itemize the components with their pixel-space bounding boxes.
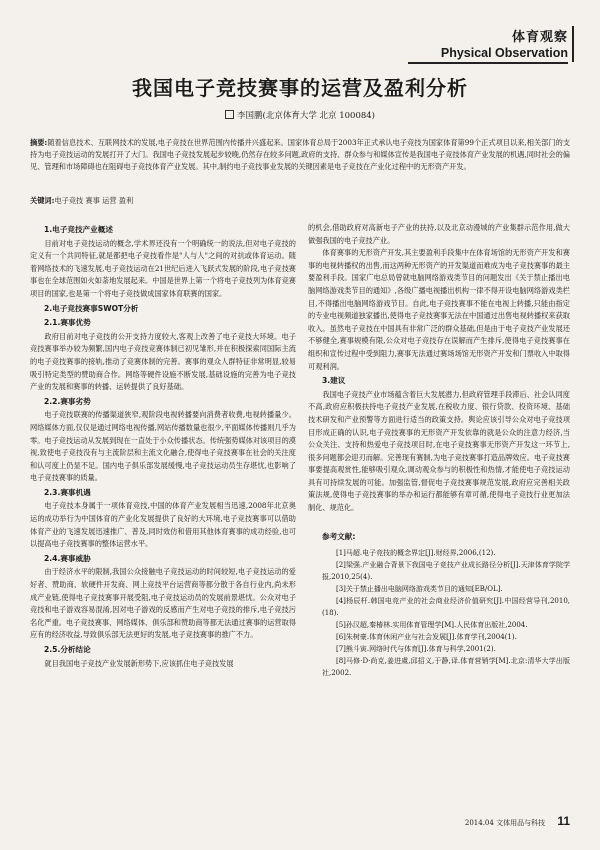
references-title: 参考文献: [322, 531, 356, 541]
body-paragraph: 由于经济水平的限制,我国公众接触电子竞技运动的时间较短,电子竞技运动的爱好者、赞助商、软硬件开发商、网上竞技平台运营商等都分散于各自行业内,尚未形成产业链,使得电子竞技赛事开展受阻,电子竞技运动员的发展前景堪忧。公众对电子竞技和电子游戏容易混淆,因对电子游戏的反感而产生对电子竞技的排斥,电子竞技污名化严重。电子竞技赛事、网络媒体、俱乐部和赞助商等都无法通过赛事的运营取得应有的经济收益,导致俱乐部无法更好的发展,电子竞技赛事的推广不力。 [30, 567, 296, 640]
body-paragraph: 电子竞技联赛的传播渠道狭窄,观阶段电视转播要向消费者收费,电视转播量少。网络媒体方面,仅仅是通过网络电视传播,网站传播数量也很少,平面媒体传播则几乎为零。电子竞技运动从发展到现在一直处于小众传播状态。传统强势媒体对该项目的漠视,致使电子竞技没有与主流阶层和主流文化融合,使得电子竞技赛事在社会的关注度和认可度上仍显不足。国内电子俱乐部发展缓慢,电子竞技运动员生存堪忧,也影响了电子竞技赛事的质量。 [30, 410, 296, 483]
section-title-en: Physical Observation [440, 46, 568, 60]
section-heading: 1.电子竞技产业概述 [44, 225, 113, 234]
keywords [30, 196, 570, 206]
section-heading: 3.建议 [322, 376, 346, 386]
subsection-heading: 2.2.赛事劣势 [44, 396, 91, 406]
header-rule [408, 62, 568, 64]
abstract-label: 摘要: [30, 138, 48, 147]
author-box-icon [225, 110, 234, 119]
body-paragraph: 电子竞技本身属于一项体育竞技,中国的体育产业发展相当迅速,2008年北京奥运的成功举行为中国体育的产业化发展提供了良好的大环境,电子竞技赛事可以借助体育产业的飞速发展迅速推广、普及,同时效仿和借用其他体育赛事的成功经验,也可以提高电子竞技赛事的整体运营水平。 [30, 501, 296, 549]
right-column-body [308, 222, 570, 515]
keywords-label: 关键词: [30, 196, 55, 205]
section-title-cn: 体育观察 [511, 30, 568, 45]
body-paragraph: 政府目前对电子竞技的公开支持力度较大,客观上改善了电子竞技大环境。电子竞技赛事举办较为频繁,国内电子竞技竞赛体制已初见雏形,并在积极探索同国际主流的电子竞技赛事的接轨,推动了竞赛体制的完善。赛事的观众人群特征非常明显,较易吸引特定类型的赞助商合作。网络等硬件设施不断发展,基础设施的完善为电子竞技产业的发展和赛事的转播、运转提供了良好基础。 [30, 331, 296, 392]
keywords-text: 电子竞技 赛事 运营 盈利 [54, 196, 134, 205]
author-text: 李国鹏(北京体育大学 北京 100084) [237, 111, 375, 121]
subsection-heading: 2.4.赛事威胁 [44, 553, 91, 563]
subsection-heading: 2.1.赛事优势 [44, 318, 91, 328]
reference-item: [6]朱树豪.体育休闲产业与社会发展[J].体育学刊,2004(1). [336, 633, 517, 642]
reference-item: [3]关于禁止播出电脑网络游戏类节目的通知[EB/OL]. [336, 585, 503, 594]
reference-item: [8]马修·D·尚克,姜进虞,邱招义,于静,译.体育营销学[M].北京:清华大学出版社,2002. [322, 657, 570, 678]
reference-item: [2]梁强.产业融合背景下我国电子竞技产业成长路径分析[J].天津体育学院学报,2010,25(4). [322, 561, 570, 582]
abstract-text: 随着信息技术、互联网技术的发展,电子竞技在世界范围内传播并兴盛起来。国家体育总局于2003年正式承认电子竞技为国家体育第99个正式项目以来,相关部门的支持为电子竞技运动的发展打开了大门。我国电子竞技发展起步较晚,仍然存在较多问题,政府的支持、群众参与和媒体宣传是我国电子竞技体育产业发展的机遇,同时社会的偏见、管理和市场障碍也在阻碍电子竞技体育产业发展。其中,制约电子竞技事业发展的关键因素是电子竞技在产业化过程中的无形资产开发。 [30, 138, 571, 171]
body-paragraph: 体育赛事的无形资产开发,其主要盈利手段集中在体育场馆的无形资产开发和赛事的电视转播权的出售,而这两种无形资产的开发渠道而难成为电子竞技赛事的最主要盈利手段。国家广电总局曾就电脑网络游戏类节目的问题发出《关于禁止播出电脑网络游戏类节目的通知》,各级广播电视播出机构一律不得开设电脑网络游戏类栏目,不得播出电脑网络游戏节目。自此,电子竞技赛事不能在电视上转播,只能由指定的专业电视频道独家播出,使得电子竞技赛事无法在中国通过出售电视转播权来获取收入。虽然电子竞技在中国具有非常广泛的群众基础,但是由于电子竞技产业发展还不够健全,赛事规模有限,公众对电子竞技存在误解而产生排斥,使得电子竞技赛事在组织和宣传过程中受到阻力,赛事无法通过赛场场馆无形资产开发和门票收入中取得可观利润。 [308, 248, 570, 371]
body-paragraph: 目前对电子竞技运动的概念,学术界还没有一个明确统一的说法,但对电子竞技的定义有一个共同特征,就是都把电子竞技看作是"人与人"之间的对抗或体育运动。随着网络技术的飞速发展,电子竞技运动在21世纪后进入飞跃式发展的阶段,电子竞技赛事也在全球范围如火如荼地发展起来。中国是世界上第一个将电子竞技列为体育竞赛项目的国家,也是第一个将电子竞技做成国家体育联赛的国家。 [30, 238, 296, 298]
subsection-heading: 2.3.赛事机遇 [44, 487, 91, 497]
abstract [30, 137, 570, 173]
reference-item: [7]熊斗寅.网络时代与体育[J].体育与科学,2001(2). [336, 645, 496, 654]
page-footer [465, 814, 570, 828]
page-number: 11 [557, 814, 570, 828]
footer-issue: 2014.04 [464, 819, 494, 827]
section-heading: 2.电子竞技赛事SWOT分析 [44, 303, 139, 313]
body-paragraph: 我国电子竞技产业市场蕴含着巨大发展潜力,但政府管理手段滞后、社会认同度不高,政府应积极扶持电子竞技产业发展,在税收力度、银行贷款、投资环境、基础技术研发和产业预警等方面进行适当的政策支持。舆论应该引导公众对电子竞技项目形成正确的认识,电子竞技赛事的无形资产开发依靠的就是公众的注意力经济,当公众关注、支持和热爱电子竞技项目时,在电子竞技赛事无形资产开发这一环节上,很多问题都会迎刃而解。完善现有赛制,为电子竞技赛事打造品牌效应。电子竞技赛事要提高观赏性,能够吸引观众,调动观众参与的积极性和热情,才能使电子竞技运动具有可持续发展的可能。加强监管,督促电子竞技赛事规范发展,政府应完善相关政策法规,使得电子竞技赛事的举办和运行都能够有章可循,使得电子竞技行业更加法制化、规范化。 [308, 389, 570, 513]
left-column [30, 222, 296, 670]
reference-item: [1]马超.电子竞技的概念界定[J].财经界,2006,(12). [336, 549, 496, 558]
references-list [308, 547, 570, 679]
reference-item: [5]孙汉超,秦椿林.实用体育管理学[M].人民体育出版社,2004. [336, 621, 528, 630]
right-column [308, 222, 570, 679]
subsection-heading: 2.5.分析结论 [44, 645, 91, 654]
body-paragraph: 的机会,借助政府对高新电子产业的扶持,以及北京动漫城的产业集群示范作用,做大做强我国的电子竞技产业。 [308, 223, 570, 245]
body-paragraph: 就目我国电子竞技产业发展新形势下,应该抓住电子竞技发展 [44, 658, 234, 668]
section-header [408, 26, 568, 64]
author-line [0, 109, 600, 121]
header-rule-vertical [572, 26, 574, 62]
article-title: 我国电子竞技赛事的运营及盈利分析 [132, 76, 468, 100]
footer-journal: 文体用品与科技 [496, 819, 546, 827]
reference-item: [4]杨辰杆.韩国电竞产业的社会商业经济价值研究[J].中国经营导刊,2010,(18). [322, 597, 570, 618]
